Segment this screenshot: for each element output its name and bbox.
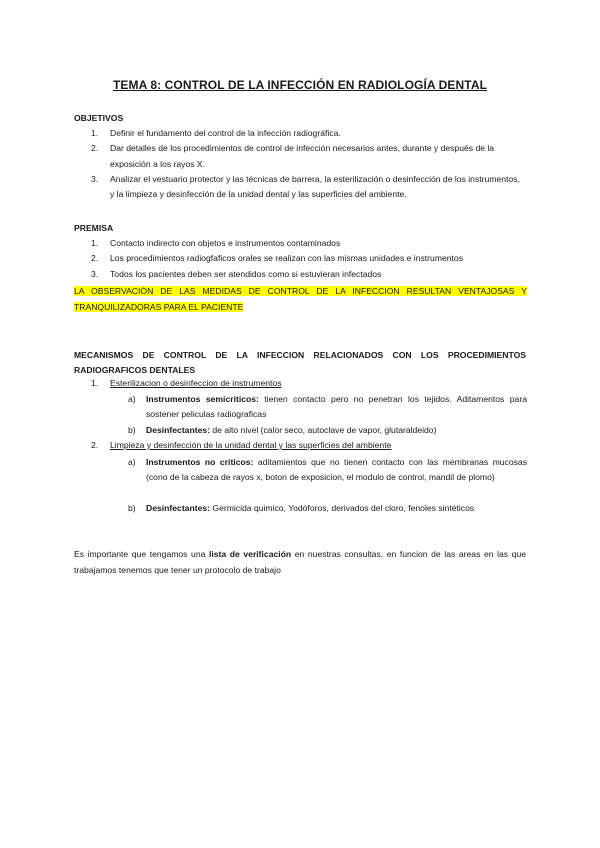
highlighted-statement: [74, 284, 527, 315]
sub-text: aditamientos que no tienen contacto con las membranas mucosas (cono de la cabeza de rayos x, boton de exposicion, el modulo de control, mandil de plomo): [146, 457, 527, 483]
list-number: 1.: [91, 378, 99, 388]
list-item-text: Analizar el vestuario protector y las técnicas de barrera, la esterilización o desinfección de los instrumentos, y la limpieza y desinfección de la unidad dental y las superficies del ambiente.: [110, 173, 520, 200]
sub-item: [128, 455, 527, 485]
highlight-text: LA OBSERVACIÓN DE LAS MEDIDAS DE CONTROL DE LA INFECCION RESULTAN VENTAJOSAS Y TRANQUILIZADORAS PARA EL PACIENTE: [74, 286, 527, 312]
list-item-text: Todos los pacientes deben ser atendidos como si estuvieran infectados: [110, 268, 382, 279]
list-item-text: Definir el fundamento del control de la infección radiográfica.: [110, 128, 341, 138]
mecanismo-title: Limpieza y desinfección de la unidad dental y las superficies del ambiente: [110, 440, 392, 450]
list-item-text: Los procedimientos radiogfaficos orales se realizan con las mismas unidades e instrumentos: [110, 253, 463, 264]
sub-term: Instrumentos no críticos:: [146, 457, 254, 467]
mecanismo-item-1: [74, 376, 526, 391]
list-item: [74, 172, 526, 203]
sub-text: tienen contacto pero no penetran los tejidos. Aditamentos para sostener peliculas radiograficas: [146, 394, 527, 420]
mecanismos-heading: MECANISMOS DE CONTROL DE LA INFECCION RELACIONADOS CON LOS PROCEDIMIENTOS RADIOGRAFICOS DENTALES: [74, 350, 526, 375]
mecanismo-title: Esterilizacion o desinfeccion de instrumentos: [110, 378, 282, 388]
list-number: 2.: [91, 253, 99, 264]
list-number: 2.: [91, 440, 99, 450]
sub-label: b): [128, 503, 136, 513]
list-item-text: Contacto indirecto con objetos e instrumentos contaminados: [110, 238, 341, 248]
sub-text: de alto nivel (calor seco, autoclave de vapor, glutaraldeido): [210, 425, 437, 435]
list-item: [74, 251, 526, 266]
closing-text-post: en nuestras consultas, en funcion de las areas en las que trabajamos tenemos que tener un protocolo de trabajo: [74, 549, 527, 575]
page-title: TEMA 8: CONTROL DE LA INFECCIÓN EN RADIOLOGÍA DENTAL: [112, 78, 488, 92]
sub-label: a): [128, 457, 136, 467]
list-number: 2.: [91, 143, 99, 154]
closing-text-bold: lista de verificación: [208, 549, 292, 559]
premisa-heading: PREMISA: [74, 223, 114, 233]
list-item-text: Dar detalles de los procedimientos de control de infección necesarios antes, durante y después de la exposición a los rayos X.: [110, 143, 495, 169]
sub-term: Desinfectantes:: [146, 425, 210, 435]
list-item: [74, 141, 526, 172]
sub-term: Instrumentos semicriticos:: [146, 394, 259, 404]
sub-item: [128, 501, 527, 516]
mecanismo-item-2: [74, 438, 526, 453]
list-number: 1.: [91, 238, 99, 248]
closing-text-pre: Es importante que tengamos una: [74, 549, 209, 559]
list-number: 3.: [91, 268, 99, 279]
sub-item: [128, 423, 527, 438]
list-number: 3.: [91, 173, 99, 184]
list-number: 1.: [91, 128, 99, 138]
list-item: [74, 126, 526, 141]
sub-text: Germicida quimico, Yodóforos, derivados del cloro, fenoles sintéticos: [210, 503, 475, 513]
premisa-list: [74, 236, 526, 282]
list-item: [74, 267, 526, 282]
objetivos-list: [74, 126, 526, 202]
objetivos-heading: OBJETIVOS: [74, 113, 124, 123]
sub-term: Desinfectantes:: [146, 503, 210, 513]
sub-label: a): [128, 394, 136, 404]
list-item: [74, 236, 526, 251]
closing-paragraph: [74, 546, 526, 578]
sub-item: [128, 392, 527, 422]
sub-label: b): [128, 425, 136, 435]
